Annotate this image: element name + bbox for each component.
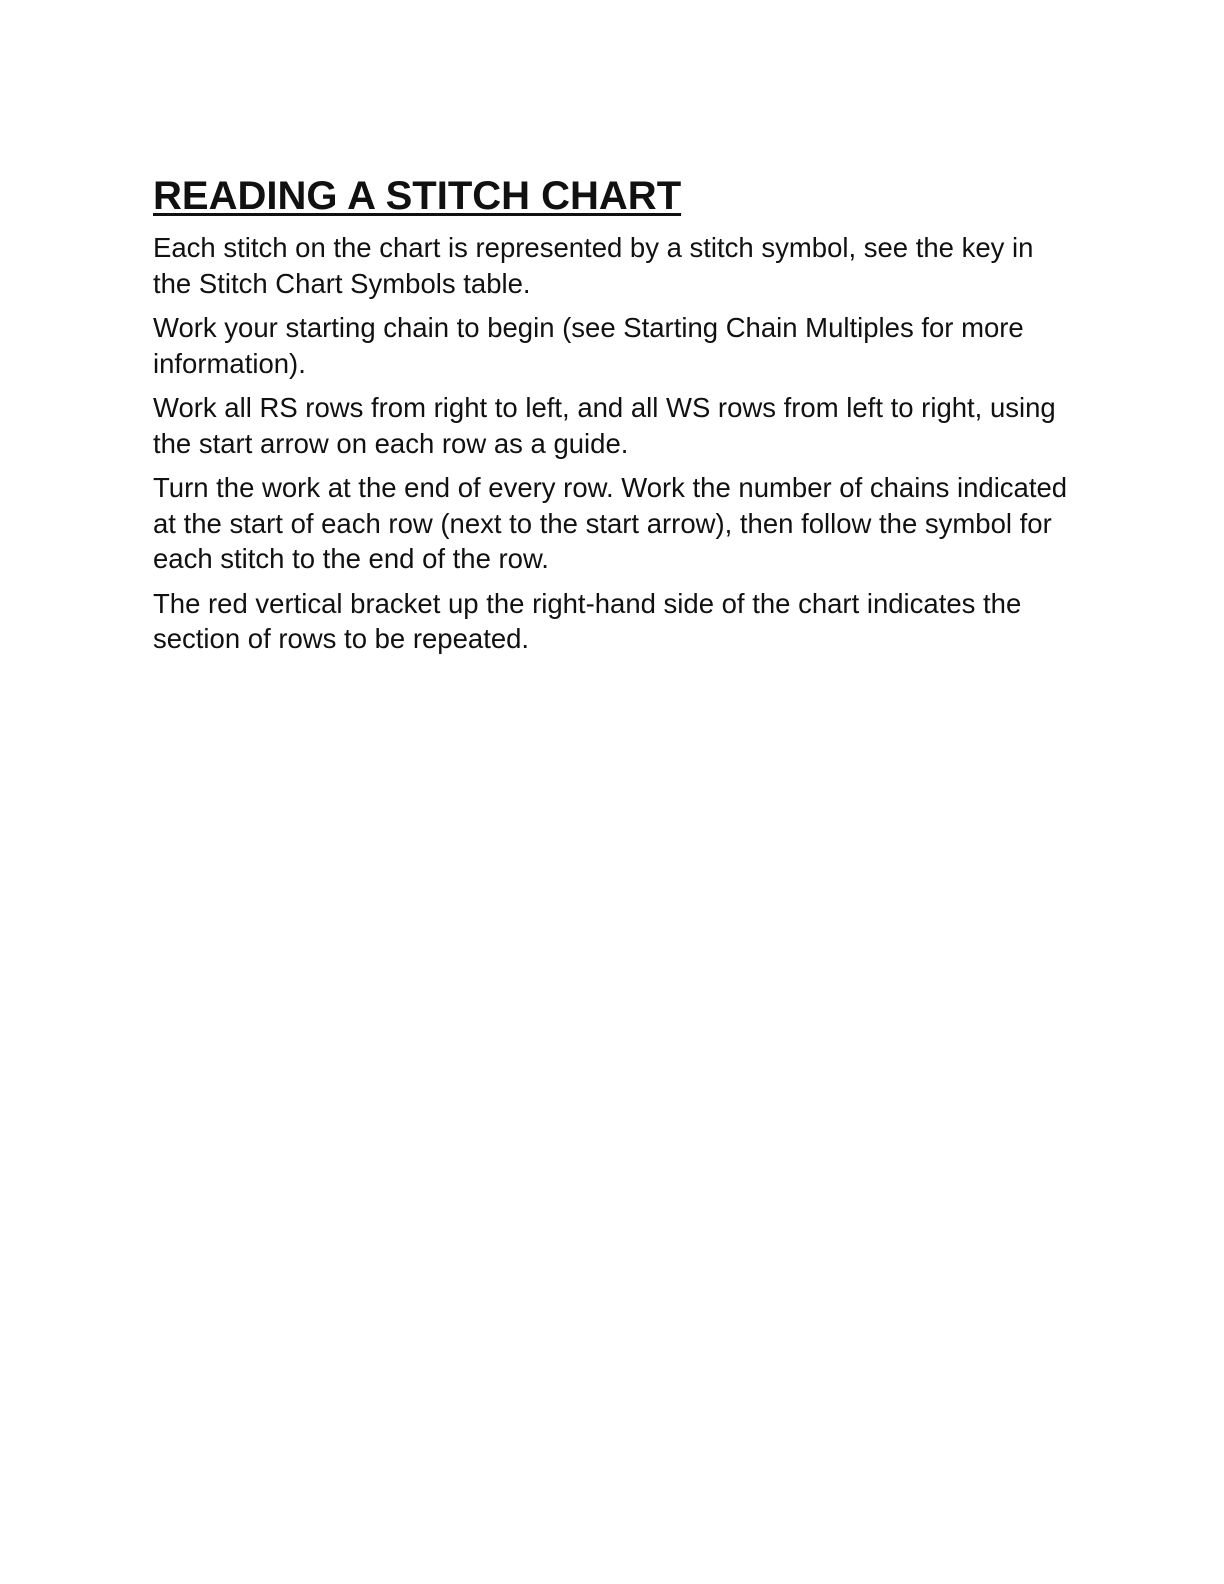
page-title: READING A STITCH CHART [153, 174, 682, 218]
paragraph-row-direction: Work all RS rows from right to left, and all WS rows from left to right, using the start arrow on each row as a guide. [153, 392, 1056, 459]
paragraph-stitch-symbols: Each stitch on the chart is represented by a stitch symbol, see the key in the Stitch Chart Symbols table. [153, 232, 1034, 299]
document-body [153, 170, 1073, 657]
paragraph-turning-chains: Turn the work at the end of every row. Work the number of chains indicated at the start of each row (next to the start arrow), then follow the symbol for each stitch to the end of the row. [153, 472, 1068, 574]
paragraph-repeat-bracket: The red vertical bracket up the right-hand side of the chart indicates the section of rows to be repeated. [153, 587, 1022, 654]
paragraph-starting-chain: Work your starting chain to begin (see Starting Chain Multiples for more information). [153, 312, 1024, 379]
